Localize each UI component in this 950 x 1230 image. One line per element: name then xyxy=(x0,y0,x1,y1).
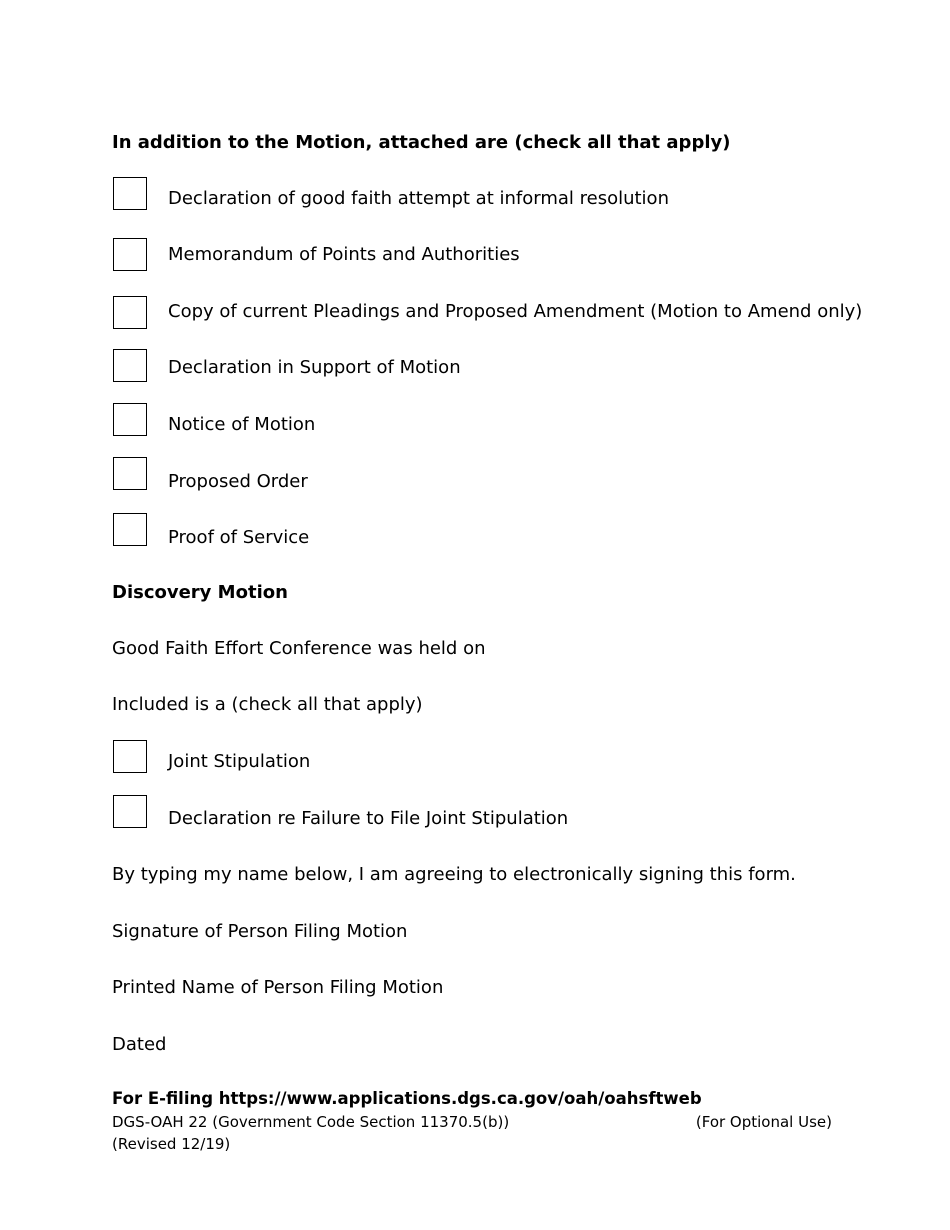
attachment-label-pleadings: Copy of current Pleadings and Proposed Amendment (Motion to Amend only) xyxy=(168,301,863,322)
discovery-label-joint-stipulation: Joint Stipulation xyxy=(168,751,311,772)
attachment-label-memorandum: Memorandum of Points and Authorities xyxy=(168,244,520,265)
revised-date: (Revised 12/19) xyxy=(112,1135,231,1153)
efiling-link[interactable]: For E-filing https://www.applications.dgs.ca.gov/oah/oahsftweb xyxy=(112,1089,702,1108)
attachment-checkbox-proposed-order[interactable] xyxy=(113,457,147,490)
attachment-checkbox-notice[interactable] xyxy=(113,403,147,436)
signature-agreement-text: By typing my name below, I am agreeing to electronically signing this form. xyxy=(112,864,796,885)
attachments-heading: In addition to the Motion, attached are (check all that apply) xyxy=(112,132,731,153)
attachment-checkbox-declaration-support[interactable] xyxy=(113,349,147,382)
attachment-label-notice: Notice of Motion xyxy=(168,414,316,435)
signature-label: Signature of Person Filing Motion xyxy=(112,921,408,942)
attachment-label-proof-service: Proof of Service xyxy=(168,527,310,548)
attachment-checkbox-memorandum[interactable] xyxy=(113,238,147,271)
attachment-label-good-faith: Declaration of good faith attempt at informal resolution xyxy=(168,188,669,209)
form-code: DGS-OAH 22 (Government Code Section 11370.5(b)) xyxy=(112,1113,510,1131)
attachment-label-declaration-support: Declaration in Support of Motion xyxy=(168,357,461,378)
printed-name-label: Printed Name of Person Filing Motion xyxy=(112,977,444,998)
dated-label: Dated xyxy=(112,1034,167,1055)
included-label: Included is a (check all that apply) xyxy=(112,694,423,715)
discovery-checkbox-failure-to-file[interactable] xyxy=(113,795,147,828)
attachment-checkbox-pleadings[interactable] xyxy=(113,296,147,329)
attachment-checkbox-proof-service[interactable] xyxy=(113,513,147,546)
optional-use-note: (For Optional Use) xyxy=(695,1113,832,1131)
attachment-label-proposed-order: Proposed Order xyxy=(168,471,308,492)
discovery-heading: Discovery Motion xyxy=(112,582,288,603)
discovery-checkbox-joint-stipulation[interactable] xyxy=(113,740,147,773)
conference-label: Good Faith Effort Conference was held on xyxy=(112,638,486,659)
discovery-label-failure-to-file: Declaration re Failure to File Joint Stipulation xyxy=(168,808,569,829)
attachment-checkbox-good-faith[interactable] xyxy=(113,177,147,210)
